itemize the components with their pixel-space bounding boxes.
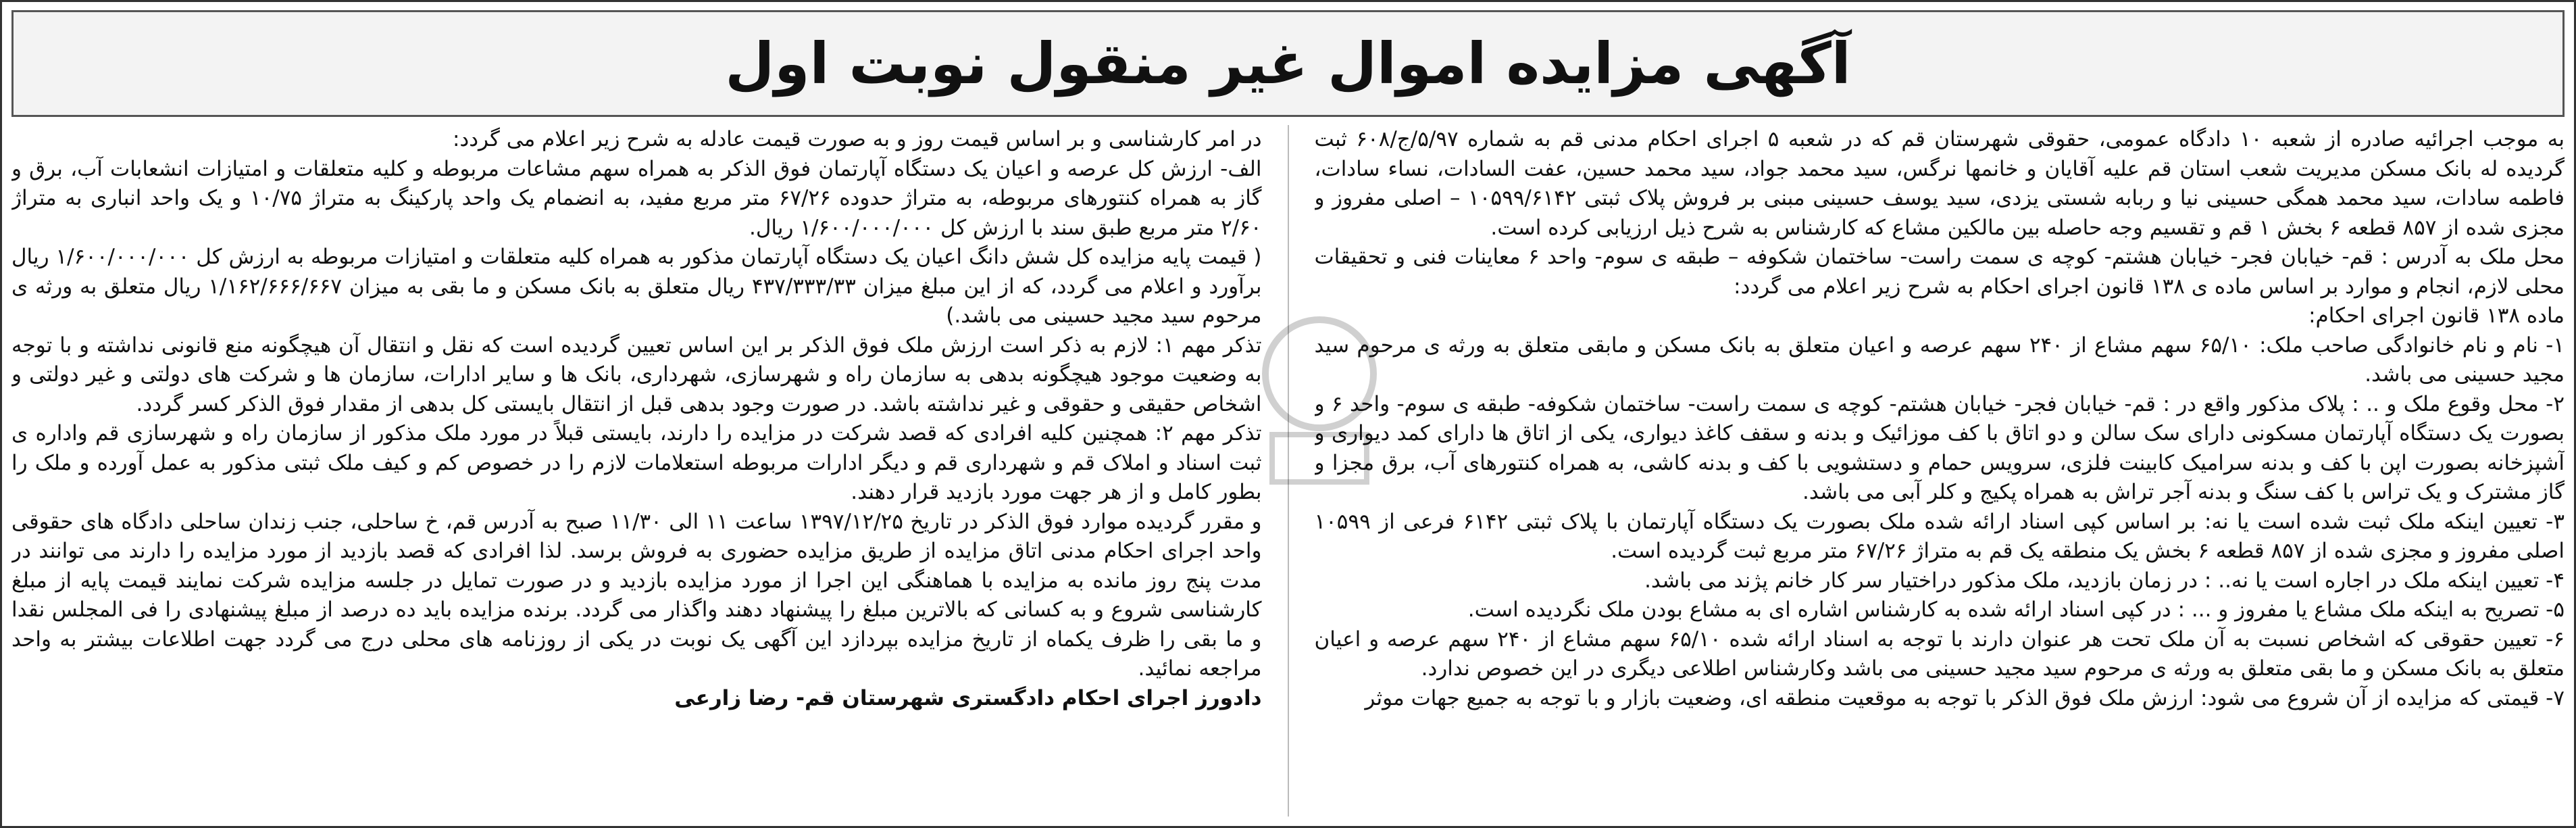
paragraph: ۴- تعیین اینکه ملک در اجاره است یا نه.. : در زمان بازدید، ملک مذکور دراختیار سر کار خانم پژند می باشد.: [1644, 568, 2565, 593]
paragraph: به موجب اجرائیه صادره از شعبه ۱۰ دادگاه عمومی، حقوقی شهرستان قم که در شعبه ۵ اجرای احکام مدنی قم به شماره ۵/۹۷/ج/۶۰۸ ثبت گردیده له بانک مسکن مدیریت شعب استان قم علیه آقایان و خانمها نرگس، سید محمد جواد، سید محمد حسین، عفت السادات، نساء سادات، فاطمه سادات، سید محمد همگی حسینی نیا و ربابه شستی یزدی، سید یوسف حسینی مبنی بر فروش پلاک ثبتی ۱۰۵۹۹/۶۱۴۲ – اصلی مفروز و مجزی شده از ۸۵۷ قطعه ۶ بخش ۱ قم و تقسیم وجه حاصله بین مالکین مشاع که کارشناس به شرح ذیل ارزیابی کرده است.: [1314, 127, 2565, 240]
paragraph: ۱- نام و نام خانوادگی صاحب ملک: ۶۵/۱۰ سهم مشاع از ۲۴۰ سهم عرصه و اعیان متعلق به بانک مسکن و مابقی متعلق به ورثه ی مرحوم سید مجید حسینی می باشد.: [1314, 333, 2565, 387]
paragraph: ۳- تعیین اینکه ملک ثبت شده است یا نه: بر اساس کپی اسناد ارائه شده ملک بصورت یک دستگاه آپارتمان با پلاک ثبتی ۶۱۴۲ فرعی از ۱۰۵۹۹ اصلی مفروز و مجزی شده از ۸۵۷ قطعه ۶ بخش یک منطقه یک قم به متراژ ۶۷/۲۶ متر مربع ثبت گردیده است.: [1314, 509, 2565, 563]
paragraph: در امر کارشناسی و بر اساس قیمت روز و به صورت قیمت عادله به شرح زیر اعلام می گردد:: [452, 127, 1262, 151]
left-column: [11, 125, 1262, 817]
paragraph: ( قیمت پایه مزایده کل شش دانگ اعیان یک دستگاه آپارتمان مذکور به همراه کلیه متعلقات و امتیازات مربوطه به ارزش کل ۱/۶۰۰/۰۰۰/۰۰۰ ریال برآورد و اعلام می گردد، که از این مبلغ میزان ۴۳۷/۳۳۳/۳۳ ریال متعلق به بانک مسکن و ما بقی به میزان ۱/۱۶۲/۶۶۶/۶۶۷ ریال متعلق به ورثه ی مرحوم سید مجید حسینی می باشد.): [11, 245, 1262, 328]
paragraph: ماده ۱۳۸ قانون اجرای احکام:: [2308, 303, 2565, 328]
right-column: [1315, 125, 2565, 817]
notice-body: [11, 125, 2565, 817]
paragraph: ۲- محل وقوع ملک و .. : پلاک مذکور واقع در : قم- خیابان فجر- خیابان هشتم- کوچه ی سمت راست- ساختمان شکوفه- طبقه ی سوم- واحد ۶ و بصورت یک دستگاه آپارتمان مسکونی دارای سک سالن و دو اتاق با کف موزائیک و بدنه و سقف کاغذ دیواری، یکی از اتاق ها دارای کمد دیواری و آشپزخانه بصورت اپن با کف و بدنه سرامیک کابینت فلزی، سرویس حمام و دستشویی با کف و بدنه کاشی، به همراه کنتورهای آب، برق مجزا و گاز مشترک و یک تراس با کف سنگ و بدنه آجر تراش به همراه پکیج و کلر آبی می باشد.: [1314, 391, 2565, 504]
notice-header: [11, 10, 2565, 117]
paragraph: تذکر مهم ۲: همچنین کلیه افرادی که قصد شرکت در مزایده را دارند، بایستی قبلاً در مورد ملک مذکور از سازمان راه و شهرسازی قم واداره ی ثبت اسناد و املاک قم و شهرداری قم و دیگر ادارات مربوطه استعلامات لازم را در خصوص کم و کیف ملک ثبتی مذکور به عمل آورده و ملک را بطور کامل و از هر جهت مورد بازدید قرار دهند.: [11, 421, 1262, 504]
paragraph: و مقرر گردیده موارد فوق الذکر در تاریخ ۱۳۹۷/۱۲/۲۵ ساعت ۱۱ الی ۱۱/۳۰ صبح به آدرس قم، خ ساحلی، جنب زندان ساحلی دادگاه های حقوقی واحد اجرای احکام مدنی اتاق مزایده از طریق مزایده حضوری به فروش برسد. لذا افرادی که قصد بازدید از مورد مزایده را دارند می توانند در مدت پنج روز مانده به مزایده با هماهنگی این اجرا از مورد مزایده بازدید و در صورت تمایل در جلسه مزایده شرکت نمایند قیمت پایه از مبلغ کارشناسی شروع و به کسانی که بالاترین مبلغ را پیشنهاد دهند واگذار می گردد. برنده مزایده باید ده درصد از مبلغ پیشنهادی را فی المجلس نقدا و ما بقی را ظرف یکماه از تاریخ مزایده بپردازد این آگهی یک نوبت در یکی از روزنامه های محلی درج می گردد جهت اطلاعات بیشتر به واحد مراجعه نمائید.: [11, 509, 1262, 681]
paragraph: محل ملک به آدرس : قم- خیابان فجر- خیابان هشتم- کوچه ی سمت راست- ساختمان شکوفه – طبقه ی سوم- واحد ۶ معاینات فنی و تحقیقات محلی لازم، انجام و موارد بر اساس ماده ی ۱۳۸ قانون اجرای احکام به شرح زیر اعلام می گردد:: [1314, 245, 2565, 299]
notice-title: آگهی مزایده اموال غیر منقول نوبت اول: [725, 30, 1851, 97]
paragraph: ۵- تصریح به اینکه ملک مشاع یا مفروز و ... : در کپی اسناد ارائه شده به کارشناس اشاره ای به مشاع بودن ملک نگردیده است.: [1467, 598, 2565, 622]
column-divider: [1288, 125, 1289, 817]
paragraph: ۶- تعیین حقوقی که اشخاص نسبت به آن ملک تحت هر عنوان دارند با توجه به اسناد ارائه شده ۶۵/۱۰ سهم مشاع از ۲۴۰ سهم عرصه و اعیان متعلق به بانک مسکن و ما بقی متعلق به ورثه ی مرحوم سید مجید حسینی می باشد وکارشناس اطلاعی دیگری در این خصوص ندارد.: [1314, 627, 2565, 681]
signature: دادورز اجرای احکام دادگستری شهرستان قم- رضا زارعی: [674, 685, 1262, 710]
paragraph: تذکر مهم ۱: لازم به ذکر است ارزش ملک فوق الذکر بر این اساس تعیین گردیده است که نقل و انتقال آن هیچگونه منع قانونی نداشته و با توجه به وضعیت موجود هیچگونه بدهی به سازمان راه و شهرسازی، شهرداری، بانک ها و سایر ادارات، سازمان ها و شرکت های دولتی و غیر دولتی و اشخاص حقیقی و حقوقی و غیر نداشته باشد. در صورت وجود بدهی قبل از انتقال بایستی کل بدهی از مقدار فوق الذکر کسر گردد.: [11, 333, 1262, 416]
paragraph: ۷- قیمتی که مزایده از آن شروع می شود: ارزش ملک فوق الذکر با توجه به موقعیت منطقه ای، وضعیت بازار و با توجه به جمیع جهات موثر: [1365, 685, 2565, 710]
paragraph: الف- ارزش کل عرصه و اعیان یک دستگاه آپارتمان فوق الذکر به همراه سهم مشاعات مربوطه و کلیه متعلقات و امتیازات انشعابات آب، برق و گاز به همراه کنتورهای مربوطه، به متراژ حدوده ۶۷/۲۶ متر مربع مفید، به انضمام یک واحد پارکینگ به متراژ ۱۰/۷۵ و یک واحد انباری به متراژ ۲/۶۰ متر مربع طبق سند با ارزش کل ۱/۶۰۰/۰۰۰/۰۰۰ ریال.: [11, 156, 1262, 240]
